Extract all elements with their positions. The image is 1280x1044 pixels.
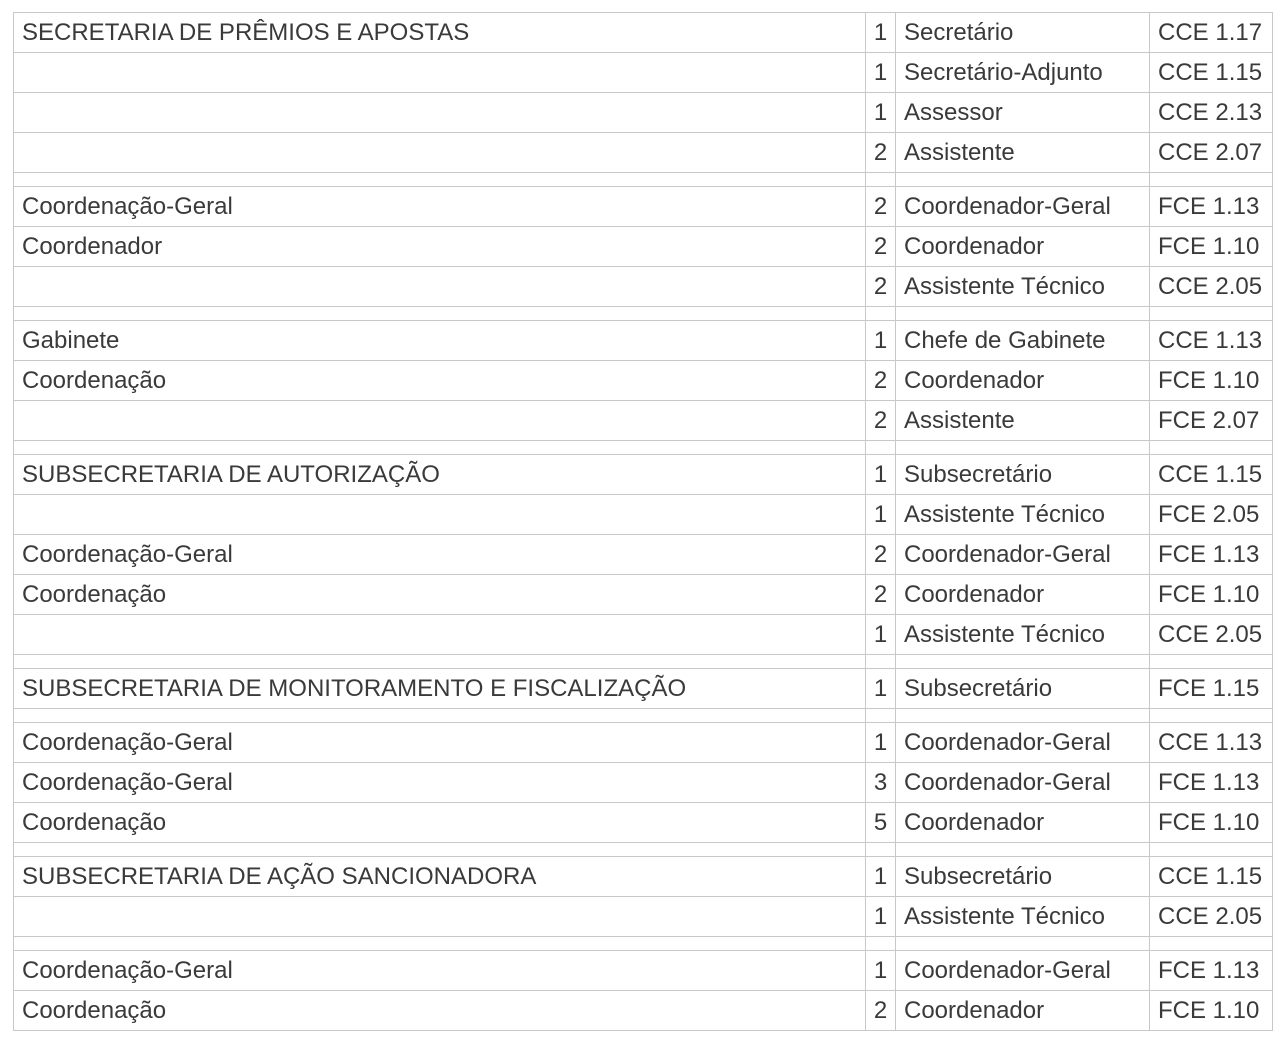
code-cell: FCE 1.10 bbox=[1150, 803, 1273, 843]
code-cell: CCE 2.05 bbox=[1150, 267, 1273, 307]
role-cell: Coordenador bbox=[896, 361, 1150, 401]
spacer-cell bbox=[1150, 937, 1273, 951]
unit-cell: Coordenação bbox=[14, 361, 866, 401]
quantity-cell: 1 bbox=[866, 951, 896, 991]
table-row bbox=[14, 133, 1273, 173]
table-row bbox=[14, 615, 1273, 655]
spacer-cell bbox=[14, 937, 866, 951]
table-row bbox=[14, 13, 1273, 53]
quantity-cell: 2 bbox=[866, 575, 896, 615]
role-cell: Coordenador bbox=[896, 227, 1150, 267]
spacer-cell bbox=[1150, 655, 1273, 669]
table-row bbox=[14, 227, 1273, 267]
code-cell: CCE 2.05 bbox=[1150, 897, 1273, 937]
quantity-cell: 1 bbox=[866, 321, 896, 361]
spacer-cell bbox=[14, 441, 866, 455]
spacer-cell bbox=[866, 843, 896, 857]
unit-cell: SUBSECRETARIA DE AUTORIZAÇÃO bbox=[14, 455, 866, 495]
role-cell: Assistente Técnico bbox=[896, 897, 1150, 937]
unit-cell: Coordenação-Geral bbox=[14, 723, 866, 763]
table-row bbox=[14, 321, 1273, 361]
table-body bbox=[14, 13, 1273, 1031]
spacer-row bbox=[14, 441, 1273, 455]
code-cell: FCE 1.13 bbox=[1150, 187, 1273, 227]
role-cell: Assistente Técnico bbox=[896, 615, 1150, 655]
table-row bbox=[14, 803, 1273, 843]
quantity-cell: 1 bbox=[866, 615, 896, 655]
spacer-cell bbox=[866, 441, 896, 455]
role-cell: Coordenador-Geral bbox=[896, 951, 1150, 991]
table-row bbox=[14, 267, 1273, 307]
unit-cell: SECRETARIA DE PRÊMIOS E APOSTAS bbox=[14, 13, 866, 53]
table-row bbox=[14, 495, 1273, 535]
spacer-cell bbox=[1150, 307, 1273, 321]
quantity-cell: 2 bbox=[866, 187, 896, 227]
quantity-cell: 1 bbox=[866, 669, 896, 709]
table-row bbox=[14, 93, 1273, 133]
code-cell: FCE 1.13 bbox=[1150, 535, 1273, 575]
quantity-cell: 1 bbox=[866, 897, 896, 937]
unit-cell: Coordenador bbox=[14, 227, 866, 267]
quantity-cell: 5 bbox=[866, 803, 896, 843]
code-cell: CCE 1.15 bbox=[1150, 53, 1273, 93]
code-cell: FCE 1.10 bbox=[1150, 361, 1273, 401]
table-row bbox=[14, 897, 1273, 937]
code-cell: FCE 1.15 bbox=[1150, 669, 1273, 709]
spacer-row bbox=[14, 843, 1273, 857]
unit-cell: Coordenação-Geral bbox=[14, 763, 866, 803]
spacer-row bbox=[14, 173, 1273, 187]
positions-table bbox=[13, 12, 1273, 1031]
unit-cell: Coordenação-Geral bbox=[14, 535, 866, 575]
unit-cell: SUBSECRETARIA DE AÇÃO SANCIONADORA bbox=[14, 857, 866, 897]
quantity-cell: 1 bbox=[866, 13, 896, 53]
table-row bbox=[14, 187, 1273, 227]
unit-cell bbox=[14, 93, 866, 133]
code-cell: CCE 1.15 bbox=[1150, 455, 1273, 495]
quantity-cell: 2 bbox=[866, 401, 896, 441]
unit-cell bbox=[14, 267, 866, 307]
spacer-cell bbox=[866, 937, 896, 951]
role-cell: Subsecretário bbox=[896, 455, 1150, 495]
quantity-cell: 1 bbox=[866, 857, 896, 897]
code-cell: CCE 1.17 bbox=[1150, 13, 1273, 53]
role-cell: Secretário bbox=[896, 13, 1150, 53]
quantity-cell: 1 bbox=[866, 455, 896, 495]
unit-cell: Coordenação bbox=[14, 575, 866, 615]
code-cell: FCE 1.10 bbox=[1150, 227, 1273, 267]
spacer-cell bbox=[14, 709, 866, 723]
table-row bbox=[14, 53, 1273, 93]
unit-cell bbox=[14, 897, 866, 937]
code-cell: CCE 1.13 bbox=[1150, 723, 1273, 763]
unit-cell bbox=[14, 615, 866, 655]
table-row bbox=[14, 669, 1273, 709]
quantity-cell: 2 bbox=[866, 991, 896, 1031]
spacer-cell bbox=[896, 441, 1150, 455]
quantity-cell: 3 bbox=[866, 763, 896, 803]
quantity-cell: 1 bbox=[866, 723, 896, 763]
spacer-row bbox=[14, 937, 1273, 951]
spacer-cell bbox=[896, 709, 1150, 723]
role-cell: Assistente bbox=[896, 401, 1150, 441]
spacer-row bbox=[14, 307, 1273, 321]
role-cell: Chefe de Gabinete bbox=[896, 321, 1150, 361]
table-row bbox=[14, 455, 1273, 495]
unit-cell bbox=[14, 401, 866, 441]
spacer-cell bbox=[1150, 709, 1273, 723]
spacer-cell bbox=[1150, 441, 1273, 455]
role-cell: Assistente Técnico bbox=[896, 267, 1150, 307]
code-cell: CCE 1.13 bbox=[1150, 321, 1273, 361]
unit-cell: Coordenação bbox=[14, 803, 866, 843]
role-cell: Coordenador bbox=[896, 991, 1150, 1031]
spacer-cell bbox=[14, 307, 866, 321]
table-row bbox=[14, 401, 1273, 441]
code-cell: CCE 1.15 bbox=[1150, 857, 1273, 897]
role-cell: Secretário-Adjunto bbox=[896, 53, 1150, 93]
table-row bbox=[14, 991, 1273, 1031]
spacer-cell bbox=[1150, 843, 1273, 857]
table-row bbox=[14, 535, 1273, 575]
quantity-cell: 2 bbox=[866, 361, 896, 401]
role-cell: Assistente Técnico bbox=[896, 495, 1150, 535]
unit-cell: Coordenação-Geral bbox=[14, 187, 866, 227]
role-cell: Coordenador-Geral bbox=[896, 763, 1150, 803]
spacer-cell bbox=[1150, 173, 1273, 187]
spacer-cell bbox=[866, 307, 896, 321]
quantity-cell: 2 bbox=[866, 133, 896, 173]
role-cell: Subsecretário bbox=[896, 669, 1150, 709]
quantity-cell: 2 bbox=[866, 267, 896, 307]
spacer-cell bbox=[896, 307, 1150, 321]
unit-cell bbox=[14, 133, 866, 173]
quantity-cell: 1 bbox=[866, 93, 896, 133]
code-cell: FCE 1.13 bbox=[1150, 763, 1273, 803]
spacer-cell bbox=[896, 655, 1150, 669]
code-cell: CCE 2.05 bbox=[1150, 615, 1273, 655]
spacer-cell bbox=[866, 709, 896, 723]
unit-cell: SUBSECRETARIA DE MONITORAMENTO E FISCALIZAÇÃO bbox=[14, 669, 866, 709]
role-cell: Coordenador-Geral bbox=[896, 187, 1150, 227]
code-cell: FCE 2.05 bbox=[1150, 495, 1273, 535]
spacer-cell bbox=[896, 173, 1150, 187]
spacer-cell bbox=[896, 937, 1150, 951]
quantity-cell: 2 bbox=[866, 535, 896, 575]
spacer-cell bbox=[14, 843, 866, 857]
code-cell: FCE 1.13 bbox=[1150, 951, 1273, 991]
role-cell: Assessor bbox=[896, 93, 1150, 133]
spacer-cell bbox=[896, 843, 1150, 857]
code-cell: FCE 1.10 bbox=[1150, 575, 1273, 615]
spacer-cell bbox=[14, 173, 866, 187]
code-cell: CCE 2.07 bbox=[1150, 133, 1273, 173]
role-cell: Subsecretário bbox=[896, 857, 1150, 897]
unit-cell bbox=[14, 495, 866, 535]
unit-cell: Gabinete bbox=[14, 321, 866, 361]
table-row bbox=[14, 723, 1273, 763]
role-cell: Coordenador bbox=[896, 803, 1150, 843]
code-cell: CCE 2.13 bbox=[1150, 93, 1273, 133]
spacer-cell bbox=[14, 655, 866, 669]
quantity-cell: 2 bbox=[866, 227, 896, 267]
spacer-cell bbox=[866, 655, 896, 669]
code-cell: FCE 1.10 bbox=[1150, 991, 1273, 1031]
spacer-row bbox=[14, 709, 1273, 723]
spacer-row bbox=[14, 655, 1273, 669]
unit-cell: Coordenação-Geral bbox=[14, 951, 866, 991]
table-row bbox=[14, 361, 1273, 401]
code-cell: FCE 2.07 bbox=[1150, 401, 1273, 441]
quantity-cell: 1 bbox=[866, 495, 896, 535]
table-row bbox=[14, 763, 1273, 803]
unit-cell: Coordenação bbox=[14, 991, 866, 1031]
role-cell: Coordenador-Geral bbox=[896, 535, 1150, 575]
role-cell: Coordenador bbox=[896, 575, 1150, 615]
table-row bbox=[14, 857, 1273, 897]
table-row bbox=[14, 951, 1273, 991]
role-cell: Assistente bbox=[896, 133, 1150, 173]
quantity-cell: 1 bbox=[866, 53, 896, 93]
role-cell: Coordenador-Geral bbox=[896, 723, 1150, 763]
spacer-cell bbox=[866, 173, 896, 187]
table-row bbox=[14, 575, 1273, 615]
unit-cell bbox=[14, 53, 866, 93]
